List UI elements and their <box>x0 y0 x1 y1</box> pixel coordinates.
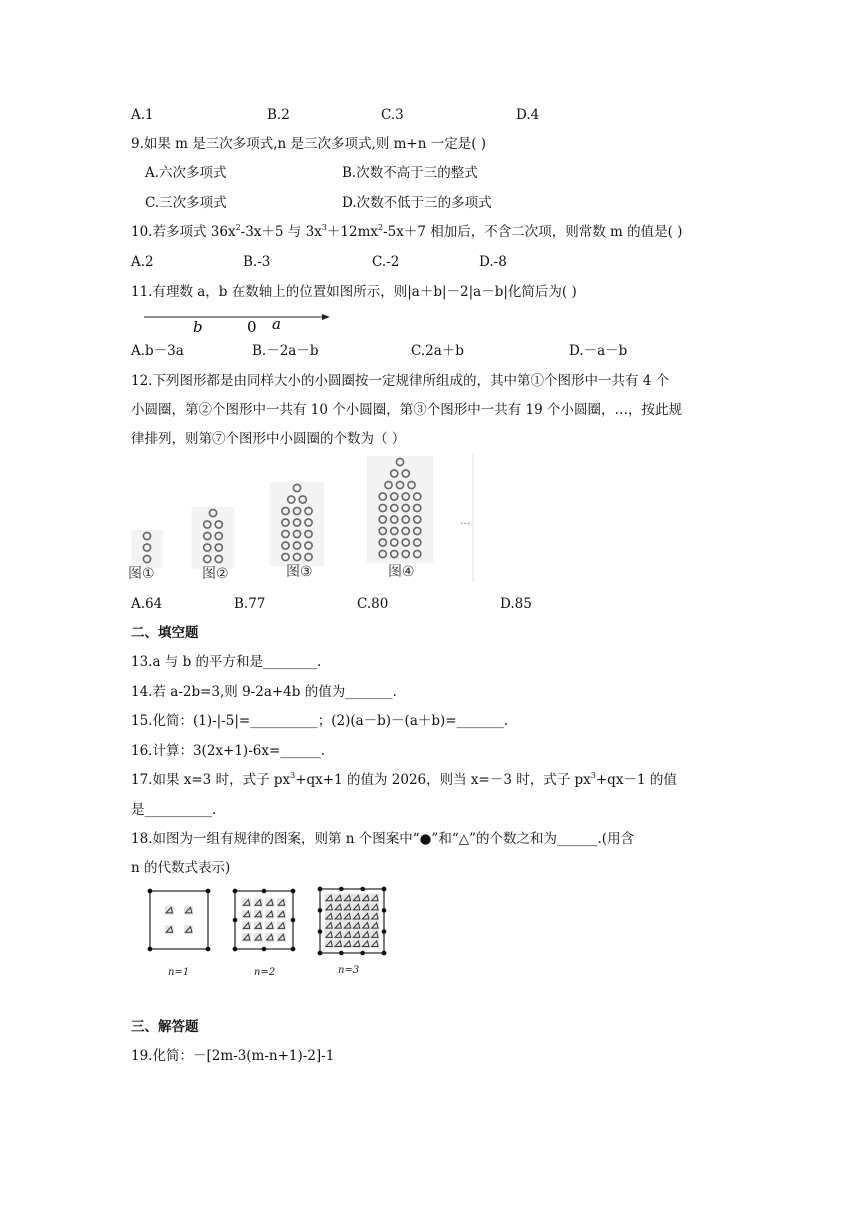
triangle-cell-bg <box>334 903 343 912</box>
triangle-cell-bg <box>361 939 370 948</box>
black-dot-icon <box>233 947 238 952</box>
small-circle-icon <box>396 481 403 488</box>
triangle-cell-bg <box>352 894 361 903</box>
triangle-cell-bg <box>343 930 352 939</box>
triangle-cell-bg <box>242 910 251 919</box>
black-dot-icon <box>382 929 387 934</box>
black-dot-icon <box>339 951 344 956</box>
q10-option-b: B.-3 <box>243 254 271 270</box>
triangle-cell-bg <box>334 894 343 903</box>
number-line-figure <box>140 308 340 336</box>
q12-stem-line1: 12.下列图形都是由同样大小的小圆圈按一定规律所组成的，其中第①个图形中一共有 4 个 <box>131 373 670 389</box>
triangle-cell-bg <box>361 921 370 930</box>
small-circle-icon <box>379 493 386 500</box>
black-dot-icon <box>206 889 211 894</box>
triangle-cell-bg <box>343 894 352 903</box>
q8-option-d: D.4 <box>516 107 540 123</box>
small-circle-icon <box>204 532 211 539</box>
small-circle-icon <box>293 530 300 537</box>
q18-line2: n 的代数式表示) <box>131 860 231 876</box>
triangle-cell-bg <box>370 903 379 912</box>
black-dot-icon <box>318 887 323 892</box>
q17-exponent: 3 <box>590 771 596 780</box>
pattern-label-n2: n=2 <box>254 967 276 978</box>
small-circle-icon <box>402 539 409 546</box>
triangle-cell-bg <box>265 898 274 907</box>
small-circle-icon <box>215 555 222 562</box>
small-circle-icon <box>402 493 409 500</box>
small-circle-icon <box>391 539 398 546</box>
black-dot-icon <box>262 947 267 952</box>
q9-option-a: A.六次多项式 <box>145 165 227 181</box>
triangle-cell-bg <box>242 898 251 907</box>
figure-label-3: 图③ <box>286 564 313 580</box>
triangle-cell-bg <box>361 912 370 921</box>
black-dot-icon <box>291 918 296 923</box>
small-circle-icon <box>402 550 409 557</box>
triangle-cell-bg <box>325 912 334 921</box>
q17-part2: +qx+1 的值为 2026，则当 x=－3 时，式子 px <box>295 772 591 788</box>
q8-option-a: A.1 <box>131 107 154 123</box>
figure-label-4: 图④ <box>388 564 415 580</box>
black-dot-icon <box>148 947 153 952</box>
triangle-cell-bg <box>265 933 274 942</box>
figure-background <box>367 456 433 564</box>
triangle-cell-bg <box>165 906 174 915</box>
pattern-square-3 <box>318 887 387 956</box>
q12-option-c: C.80 <box>357 596 389 612</box>
triangle-cell-bg <box>325 921 334 930</box>
triangle-cell-bg <box>343 939 352 948</box>
pattern-square-2 <box>233 889 296 952</box>
triangle-cell-bg <box>325 894 334 903</box>
triangle-cell-bg <box>334 939 343 948</box>
q17-exponent: 3 <box>290 771 296 780</box>
small-circle-icon <box>305 553 312 560</box>
pattern-figure-3 <box>270 482 325 567</box>
triangle-cell-bg <box>370 921 379 930</box>
black-dot-icon <box>318 908 323 913</box>
triangle-cell-bg <box>352 930 361 939</box>
triangle-cell-bg <box>370 912 379 921</box>
section-heading-fill-blank: 二、填空题 <box>131 625 199 641</box>
pattern-square-border <box>150 891 208 949</box>
black-dot-icon <box>382 908 387 913</box>
q11-option-a: A.b－3a <box>131 343 184 359</box>
black-dot-icon <box>206 947 211 952</box>
small-circle-icon <box>293 484 300 491</box>
triangle-cell-bg <box>352 939 361 948</box>
triangle-cell-bg <box>343 903 352 912</box>
triangle-cell-bg <box>370 939 379 948</box>
triangle-cell-bg <box>352 912 361 921</box>
small-circle-icon <box>379 539 386 546</box>
q17-part1: 17.如果 x=3 时，式子 px <box>131 772 291 788</box>
q12-option-a: A.64 <box>131 596 163 612</box>
q12-stem-line3: 律排列，则第⑦个图形中小圆圈的个数为（ ） <box>131 431 406 447</box>
small-circle-icon <box>402 516 409 523</box>
small-circle-icon <box>282 519 289 526</box>
q11-option-b: B.－2a－b <box>252 343 319 359</box>
triangle-cell-bg <box>277 910 286 919</box>
pattern-figure-4 <box>367 456 433 564</box>
triangle-cell-bg <box>352 921 361 930</box>
triangle-cell-bg <box>370 894 379 903</box>
axis-label-a: a <box>272 315 281 333</box>
small-circle-icon <box>402 470 409 477</box>
small-circle-icon <box>391 527 398 534</box>
small-circle-icon <box>305 542 312 549</box>
q10-exponent: 2 <box>377 223 384 232</box>
triangle-cell-bg <box>343 912 352 921</box>
small-circle-icon <box>379 527 386 534</box>
q9-option-b: B.次数不高于三的整式 <box>342 165 478 181</box>
q10-stem-part3: ＋12mx <box>326 224 378 240</box>
small-circle-icon <box>414 527 421 534</box>
small-circle-icon <box>215 544 222 551</box>
small-circle-icon <box>402 504 409 511</box>
black-dot-icon <box>233 889 238 894</box>
q12-option-d: D.85 <box>500 596 532 612</box>
triangle-cell-bg <box>334 930 343 939</box>
q16-text: 16.计算：3(2x+1)-6x=______. <box>131 743 326 759</box>
triangle-cell-bg <box>325 939 334 948</box>
triangle-cell-bg <box>361 894 370 903</box>
triangle-cell-bg <box>254 898 263 907</box>
small-circle-icon <box>391 504 398 511</box>
q10-option-a: A.2 <box>131 254 154 270</box>
q10-option-c: C.-2 <box>372 254 400 270</box>
small-circle-icon <box>293 507 300 514</box>
black-dot-icon <box>262 889 267 894</box>
q11-option-d: D.－a－b <box>569 343 628 359</box>
small-circle-icon <box>414 493 421 500</box>
small-circle-icon <box>305 519 312 526</box>
arrow-right-icon <box>322 314 330 320</box>
triangle-cell-bg <box>242 921 251 930</box>
triangle-cell-bg <box>254 921 263 930</box>
q18-line1: 18.如图为一组有规律的图案，则第 n 个图案中“●”和“△”的个数之和为______.(用含 <box>131 831 635 847</box>
small-circle-icon <box>215 532 222 539</box>
q9-option-c: C.三次多项式 <box>145 195 227 211</box>
small-circle-icon <box>143 532 150 539</box>
triangle-cell-bg <box>254 910 263 919</box>
pattern-label-n3: n=3 <box>338 965 360 976</box>
q9-option-d: D.次数不低于三的多项式 <box>342 195 492 211</box>
small-circle-icon <box>215 521 222 528</box>
axis-label-b: b <box>193 318 203 336</box>
triangle-cell-bg <box>242 933 251 942</box>
q12-option-b: B.77 <box>234 596 266 612</box>
black-dot-icon <box>148 889 153 894</box>
small-circle-icon <box>414 550 421 557</box>
black-dot-icon <box>318 951 323 956</box>
triangle-cell-bg <box>254 933 263 942</box>
q10-stem-part2: -3x＋5 与 3x <box>240 224 322 240</box>
pattern-ellipsis: … <box>460 516 470 527</box>
black-dot-icon <box>291 947 296 952</box>
triangle-cell-bg <box>361 903 370 912</box>
black-dot-icon <box>382 887 387 892</box>
small-circle-icon <box>379 550 386 557</box>
q14-text: 14.若 a-2b=3,则 9-2a+4b 的值为_______. <box>131 684 397 700</box>
q11-option-c: C.2a＋b <box>411 343 464 359</box>
triangle-cell-bg <box>277 898 286 907</box>
small-circle-icon <box>305 530 312 537</box>
small-circle-icon <box>293 542 300 549</box>
small-circle-icon <box>402 527 409 534</box>
triangle-cell-bg <box>334 921 343 930</box>
small-circle-icon <box>293 553 300 560</box>
q10-exponent: 2 <box>235 223 241 232</box>
triangle-cell-bg <box>343 921 352 930</box>
q10-exponent: 3 <box>321 223 327 232</box>
small-circle-icon <box>391 470 398 477</box>
q10-stem-part4: -5x＋7 相加后，不含二次项，则常数 m 的值是( ) <box>383 224 683 240</box>
pattern-square-1 <box>148 889 211 952</box>
triangle-cell-bg <box>325 903 334 912</box>
triangle-cell-bg <box>361 930 370 939</box>
q19-text: 19.化简：－[2m-3(m-n+1)-2]-1 <box>131 1048 335 1064</box>
small-circle-icon <box>282 507 289 514</box>
black-dot-icon <box>339 887 344 892</box>
small-circle-icon <box>288 496 295 503</box>
triangle-cell-bg <box>265 921 274 930</box>
q8-option-c: C.3 <box>381 107 404 123</box>
black-dot-icon <box>360 887 365 892</box>
q11-stem: 11.有理数 a，b 在数轴上的位置如图所示，则|a＋b|－2|a－b|化简后为( ) <box>131 284 577 300</box>
small-circle-icon <box>143 544 150 551</box>
small-circle-icon <box>391 550 398 557</box>
figure-label-2: 图② <box>202 566 229 582</box>
pattern-label-n1: n=1 <box>168 967 190 978</box>
small-circle-icon <box>305 507 312 514</box>
small-circle-icon <box>282 530 289 537</box>
pattern-figure-2 <box>192 507 235 569</box>
small-circle-icon <box>385 481 392 488</box>
small-circle-icon <box>379 504 386 511</box>
triangle-cell-bg <box>265 910 274 919</box>
triangle-cell-bg <box>325 930 334 939</box>
q17-line2: 是__________. <box>131 802 217 818</box>
small-circle-icon <box>204 555 211 562</box>
black-dot-icon <box>318 929 323 934</box>
small-circle-icon <box>391 493 398 500</box>
small-circle-icon <box>282 542 289 549</box>
black-dot-icon <box>382 951 387 956</box>
triangle-cell-bg <box>277 933 286 942</box>
small-circle-icon <box>391 516 398 523</box>
triangle-cell-bg <box>184 925 193 934</box>
q15-text: 15.化简：(1)-|-5|=__________；(2)(a－b)－(a＋b)=_______. <box>131 713 509 729</box>
q9-stem: 9.如果 m 是三次多项式,n 是三次多项式,则 m+n 一定是( ) <box>131 136 487 152</box>
triangle-cell-bg <box>277 921 286 930</box>
black-dot-icon <box>291 889 296 894</box>
black-dot-icon <box>360 951 365 956</box>
small-circle-icon <box>204 521 211 528</box>
q10-option-d: D.-8 <box>479 254 507 270</box>
q17-part3: +qx－1 的值 <box>595 772 677 788</box>
triangle-cell-bg <box>165 925 174 934</box>
small-circle-icon <box>209 509 216 516</box>
section-heading-solve: 三、解答题 <box>131 1019 199 1035</box>
triangle-cell-bg <box>334 912 343 921</box>
circle-pattern-figure <box>126 452 476 587</box>
small-circle-icon <box>414 516 421 523</box>
q13-text: 13.a 与 b 的平方和是________. <box>131 654 322 670</box>
small-circle-icon <box>379 516 386 523</box>
q10-stem <box>131 223 682 241</box>
pattern-figure-1 <box>131 530 163 569</box>
triangle-cell-bg <box>184 906 193 915</box>
axis-label-zero: 0 <box>247 318 257 336</box>
triangle-cell-bg <box>370 930 379 939</box>
figure-label-1: 图① <box>128 566 155 582</box>
dot-triangle-pattern-figure <box>140 882 400 982</box>
q12-stem-line2: 小圆圈，第②个图形中一共有 10 个小圆圈，第③个图形中一共有 19 个小圆圈，…，按此规 <box>131 402 683 418</box>
small-circle-icon <box>414 539 421 546</box>
black-dot-icon <box>233 918 238 923</box>
small-circle-icon <box>299 496 306 503</box>
small-circle-icon <box>396 458 403 465</box>
small-circle-icon <box>408 481 415 488</box>
q10-stem-part1: 10.若多项式 36x <box>131 224 236 240</box>
small-circle-icon <box>282 553 289 560</box>
small-circle-icon <box>293 519 300 526</box>
small-circle-icon <box>204 544 211 551</box>
q8-option-b: B.2 <box>267 107 290 123</box>
q17-line1 <box>131 771 677 789</box>
small-circle-icon <box>143 555 150 562</box>
triangle-cell-bg <box>352 903 361 912</box>
small-circle-icon <box>414 504 421 511</box>
